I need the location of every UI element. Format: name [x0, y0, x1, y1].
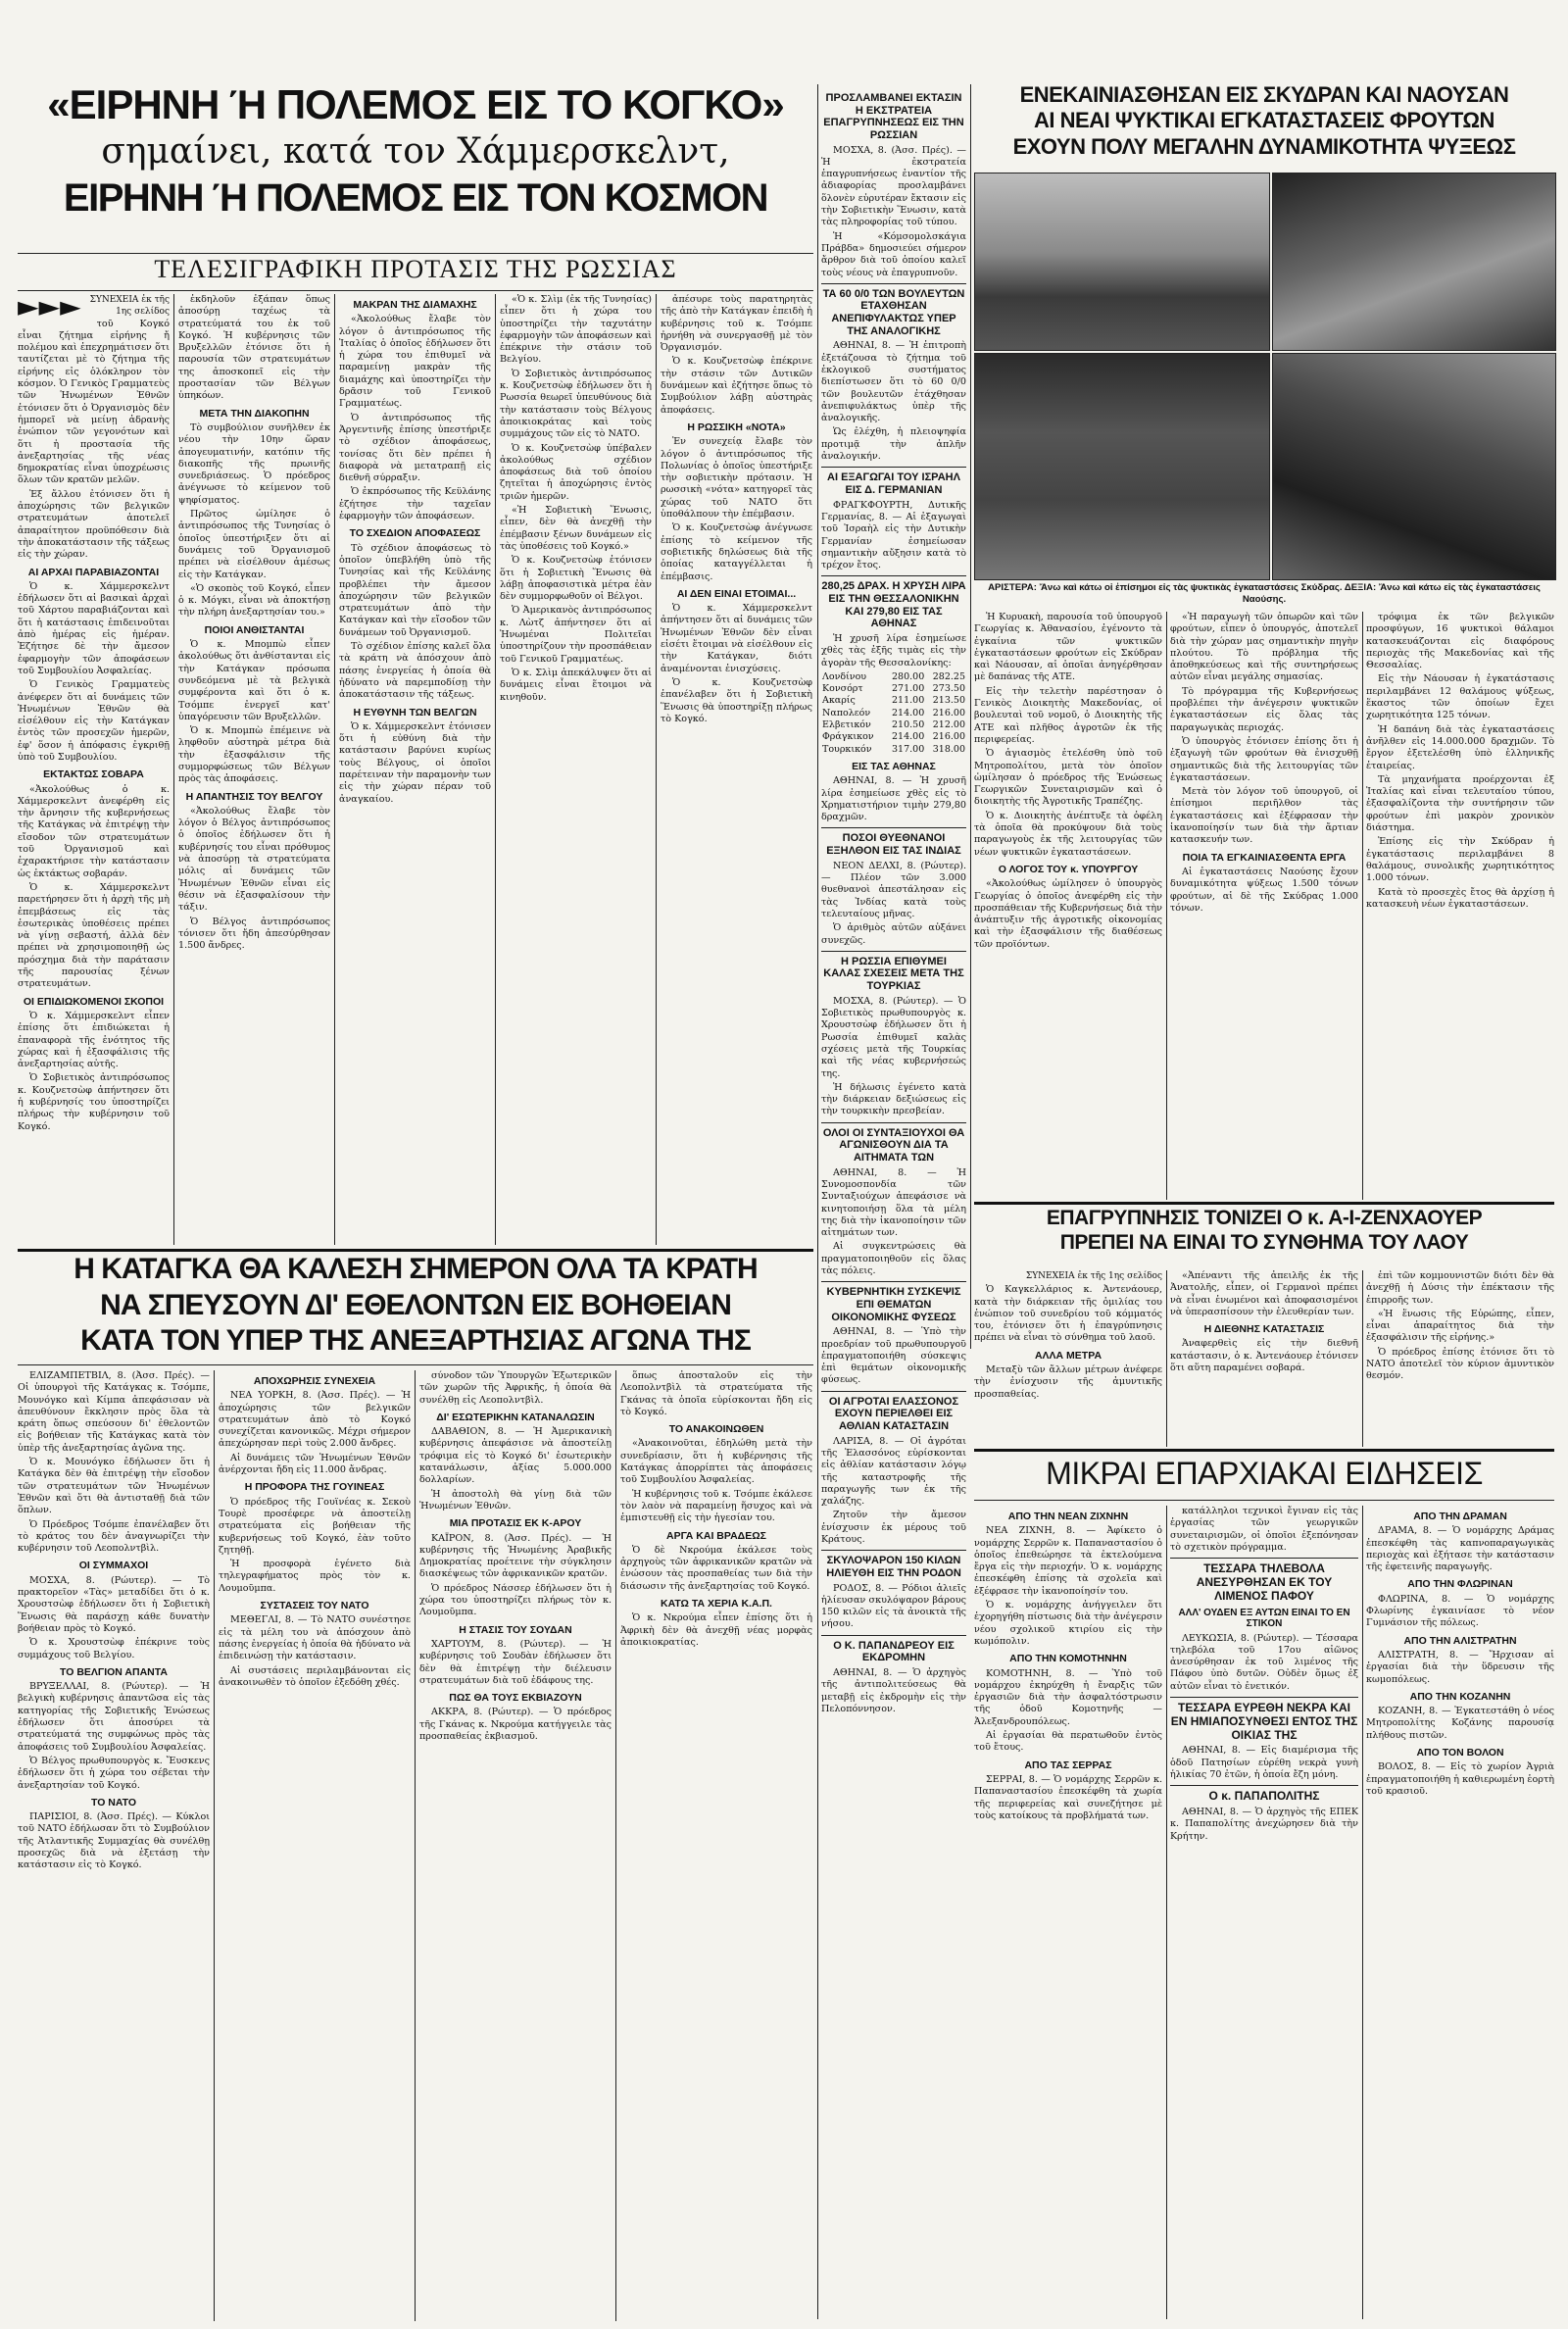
price-value: 317.00 — [892, 743, 925, 755]
price-row — [821, 695, 966, 707]
price-value: 213.50 — [932, 695, 965, 707]
headline-israel-exports: ΑΙ ΕΞΑΓΩΓΑΙ ΤΟΥ ΙΣΡΑΗΛ ΕΙΣ Δ. ΓΕΡΜΑΝΙΑΝ — [827, 471, 960, 496]
column-rule — [173, 294, 174, 1245]
price-row — [821, 708, 966, 719]
town-heading: ΑΠΟ ΤΟΝ ΒΟΛΟΝ — [1416, 1747, 1504, 1759]
headline-vigilance-russia: ΠΡΟΣΛΑΜΒΑΝΕΙ ΕΚΤΑΣΙΝ Η ΕΚΣΤΡΑΤΕΙΑ ΕΠΑΓΡΥΠΝΗΣΕΩΣ ΕΙΣ ΤΗΝ ΡΩΣΣΙΑΝ — [823, 92, 964, 141]
katanga-headline-block — [18, 1255, 813, 1357]
column-rule — [1362, 1270, 1363, 1447]
adenauer-col-2: «Ἀπέναντι τῆς ἀπειλῆς ἐκ τῆς Ἀνατολῆς, εἶπεν, οἱ Γερμανοὶ πρέπει νὰ εἶναι ἑνωμένοι καὶ ἀποφασισμένοι νὰ ὑπερασπίσουν τὴν ἐλευθερίαν των. Η ΔΙΕΘΝΗΣ ΚΑΤΑΣΤΑΣΙΣ Ἀναφερθεὶς εἰς τὴν διεθνῆ κατάστασιν, ὁ κ. Ἀντενάουερ ἐτόνισεν ὅτι αὕτη παραμένει σοβαρά. — [1170, 1270, 1358, 1374]
section-heading: ΕΙΣ ΤΑΣ ΑΘΗΝΑΣ — [852, 760, 936, 772]
divider — [974, 1202, 1554, 1205]
price-row — [821, 671, 966, 683]
column-rule — [615, 1370, 616, 2321]
headline-katanga: Η ΚΑΤΑΓΚΑ ΘΑ ΚΑΛΕΣΗ ΣΗΜΕΡΟΝ ΟΛΑ ΤΑ ΚΡΑΤΗ — [74, 1253, 758, 1285]
price-row — [821, 744, 966, 756]
divider — [821, 283, 966, 284]
arrow-icon: ►►► — [18, 294, 81, 322]
headline-volunteers: ΝΑ ΣΠΕΥΣΟΥΝ ΔΙ' ΕΘΕΛΟΝΤΩΝ ΕΙΣ ΒΟΗΘΕΙΑΝ — [100, 1288, 731, 1321]
price-row — [821, 683, 966, 695]
adenauer-headline-block — [974, 1208, 1554, 1254]
section-heading: ΤΟ ΝΑΤΟ — [91, 1796, 136, 1809]
price-value: 214.00 — [892, 731, 925, 743]
refrigeration-col-1: Ἡ Κυρυακὴ, παρουσία τοῦ ὑπουργοῦ Γεωργίας κ. Ἀθανασίου, ἐγένοντο τὰ ἐγκαίνια τῶν ψυκτικῶν ἐγκαταστάσεων φρούτων εἰς Σκύδραν καὶ Νάουσαν, αἱ ὁποῖαι ἀνηγέρθησαν μὲ δαπάνας τῆς ΑΤΕ. Εἰς τὴν τελετὴν παρέστησαν ὁ Γενικὸς Διοικητὴς Μακεδονίας, οἱ βουλευταὶ τοῦ νομοῦ, ὁ Διοικητὴς τῆς ΑΤΕ καὶ πλῆθος ἀγροτῶν ἐκ τῆς περιφερείας. Ὁ ἁγιασμὸς ἐτελέσθη ὑπὸ τοῦ Μητροπολίτου, μετὰ τὸν ὁποῖον ὡμίλησαν ὁ πρόεδρος τῆς Ἑνώσεως Γεωργικῶν Συνεταιρισμῶν καὶ ὁ διοικητὴς τῆς Ἀγροτικῆς Τραπέζης. Ὁ κ. Διοικητὴς ἀνέπτυξε τὰ ὀφέλη τὰ ὁποῖα θὰ προκύψουν διὰ τοὺς παραγωγοὺς ἐκ τῆς λειτουργίας τῶν νέων ψυκτικῶν ἐγκαταστάσεων. Ο ΛΟΓΟΣ ΤΟΥ κ. ΥΠΟΥΡΓΟΥ «Ἀκολούθως ὡμίλησεν ὁ ὑπουργὸς Γεωργίας ὁ ὁποῖος ἀνεφέρθη εἰς τὴν προσπάθειαν τῆς Κυβερνήσεως διὰ τὴν ἀνάπτυξιν τῆς ἀγροτικῆς οἰκονομίας καὶ τὴν ἐξασφάλισιν τῆς διαθέσεως τῶν προϊόντων. — [974, 612, 1162, 950]
town-heading: ΑΠΟ ΤΗΝ ΦΛΩΡΙΝΑΝ — [1407, 1578, 1513, 1591]
headline-papapolitis: Ο κ. ΠΑΠΑΠΟΛΙΤΗΣ — [1208, 1789, 1320, 1804]
town-heading: ΑΠΟ ΤΑΣ ΣΕΡΡΑΣ — [1024, 1759, 1112, 1771]
price-label: Ναπολεόν — [822, 707, 871, 719]
section-heading: Η ΡΩΣΣΙΚΗ «ΝΟΤΑ» — [687, 421, 786, 433]
divider — [821, 951, 966, 952]
katanga-col-2: ΑΠΟΧΩΡΗΣΙΣ ΣΥΝΕΧΕΙΑ ΝΕΑ ΥΟΡΚΗ, 8. (Ἀσσ. Πρές). — Ἡ ἀποχώρησις τῶν βελγικῶν στρατευμάτων ἀπὸ τὸ Κογκό συνεχίζεται κανονικῶς. Μέχρι σήμερον ἀπεχώρησαν περὶ τοὺς 2.000 ἄνδρες. Αἱ δυνάμεις τῶν Ἡνωμένων Ἐθνῶν ἀνέρχονται ἤδη εἰς 11.000 ἄνδρας. Η ΠΡΟΦΟΡΑ ΤΗΣ ΓΟΥΙΝΕΑΣ Ὁ πρόεδρος τῆς Γουϊνέας κ. Σεκοὺ Τουρὲ προσέφερε νὰ ἀποστείλῃ στρατεύματα εἰς βοήθειαν τῆς κυβερνήσεως τοῦ Κογκό, ἐὰν τοῦτο ζητηθῇ. Ἡ προσφορὰ ἐγένετο διὰ τηλεγραφήματος πρὸς τὸν κ. Λουμοῦμπα. ΣΥΣΤΑΣΕΙΣ ΤΟΥ ΝΑΤΟ ΜΕΘΕΓΛΙ, 8. — Τὸ ΝΑΤΟ συνέστησε εἰς τὰ μέλη του νὰ ἀπόσχουν ἀπὸ πάσης ἐνεργείας ἡ ὁποία θὰ ἠδύνατο νὰ ἐπιδεινώσῃ τὴν κατάστασιν. Αἱ συστάσεις περιλαμβάνονται εἰς ἀνακοινωθὲν τὸ ὁποῖον ἐξεδόθη χθές. — [219, 1375, 411, 1688]
adenauer-col-1: ΣΥΝΕΧΕΙΑ ἐκ τῆς 1ης σελίδος Ὁ Καγκελλάριος κ. Ἀντενάουερ, κατὰ τὴν διάρκειαν τῆς ὁμιλίας του ἐνώπιον τοῦ συνεδρίου τοῦ κόμματός του, ἐτόνισεν ὅτι ἡ ἐπαγρύπνησις πρέπει νὰ εἶναι τὸ σύνθημα τοῦ λαοῦ. ΑΛΛΑ ΜΕΤΡΑ Μεταξὺ τῶν ἄλλων μέτρων ἀνέφερε τὴν ἐνίσχυσιν τῆς ἀμυντικῆς προσπαθείας. — [974, 1271, 1162, 1400]
town-heading: ΑΠΟ ΤΗΝ ΔΡΑΜΑΝ — [1413, 1511, 1507, 1522]
section-heading: ΑΙ ΑΡΧΑΙ ΠΑΡΑΒΙΑΖΟΝΤΑΙ — [27, 566, 160, 578]
price-value: 282.25 — [932, 670, 965, 682]
headline-farmers: ΟΙ ΑΓΡΟΤΑΙ ΕΛΑΣΣΟΝΟΣ ΕΧΟΥΝ ΠΕΡΙΕΛΘΕΙ ΕΙΣ ΑΘΛΙΑΝ ΚΑΤΑΣΤΑΣΙΝ — [828, 1395, 959, 1432]
provincial-col-1: ΑΠΟ ΤΗΝ ΝΕΑΝ ΖΙΧΝΗΝ ΝΕΑ ΖΙΧΝΗ, 8. — Ἀφίκετο ὁ νομάρχης Σερρῶν κ. Παπαναστασίου ὁ ὁποῖος ἐπεθεώρησε τὰ ἐκτελούμενα ἔργα εἰς τὴν περιοχήν. Ὁ κ. νομάρχης ἐπεσκέφθη ἐπίσης τὰ σχολεῖα καὶ ἐξέφρασε τὴν ἱκανοποίησίν του. Ὁ κ. νομάρχης ἀνήγγειλεν ὅτι ἐχορηγήθη πίστωσις διὰ τὴν ἀνέγερσιν νέου σχολικοῦ κτιρίου εἰς τὴν κωμόπολιν. ΑΠΟ ΤΗΝ ΚΟΜΟΤΗΝΗΝ ΚΟΜΟΤΗΝΗ, 8. — Ὑπὸ τοῦ νομάρχου ἐκηρύχθη ἡ ἔναρξις τῶν ἐργασιῶν διὰ τὴν ἀσφαλτόστρωσιν τῆς ὁδοῦ Κομοτηνῆς — Ἀλεξανδρουπόλεως. Αἱ ἐργασίαι θὰ περατωθοῦν ἐντὸς τοῦ ἔτους. ΑΠΟ ΤΑΣ ΣΕΡΡΑΣ ΣΕΡΡΑΙ, 8. — Ὁ νομάρχης Σερρῶν κ. Παπαναστασίου ἐπεσκέφθη τὰ χωρία τῆς περιφερείας καὶ συνεζήτησε μὲ τοὺς κατοίκους τὰ προβλήματά των. — [974, 1511, 1162, 1821]
main-headline-block — [18, 81, 813, 221]
gold-price-table — [821, 671, 966, 756]
divider — [974, 1500, 1554, 1501]
headline-found-dead: ΤΕΣΣΑΡΑ ΕΥΡΕΘΗ ΝΕΚΡΑ ΚΑΙ ΕΝ ΗΜΙΑΠΟΣΥΝΘΕΣΙ ΕΝΤΟΣ ΤΗΣ ΟΙΚΙΑΣ ΤΗΣ — [1170, 1701, 1358, 1742]
photo-skydra-bottom — [974, 353, 1270, 580]
section-heading: ΑΙ ΔΕΝ ΕΙΝΑΙ ΕΤΟΙΜΑΙ... — [676, 587, 797, 600]
section-heading: Η ΣΤΑΣΙΣ ΤΟΥ ΣΟΥΔΑΝ — [459, 1623, 572, 1636]
section-heading: Η ΠΡΟΦΟΡΑ ΤΗΣ ΓΟΥΙΝΕΑΣ — [244, 1481, 385, 1494]
headline-paphos-sub: ΑΛΛ' ΟΥΔΕΝ ΕΞ ΑΥΤΩΝ ΕΙΝΑΙ ΤΟ ΕΝ ΣΤΙΚΟΝ — [1178, 1607, 1350, 1630]
section-heading: ΤΟ ΑΝΑΚΟΙΝΩΘΕΝ — [668, 1423, 764, 1436]
divider — [821, 1391, 966, 1392]
photo-naousa-top — [1272, 173, 1556, 351]
headline-independence: ΚΑΤΑ ΤΟΝ ΥΠΕΡ ΤΗΣ ΑΝΕΞΑΡΤΗΣΙΑΣ ΑΓΩΝΑ ΤΗΣ — [80, 1324, 751, 1358]
divider — [1170, 1697, 1358, 1698]
price-label: Λονδίνου — [822, 670, 867, 682]
refrigeration-col-2: «Ἡ παραγωγὴ τῶν ὀπωρῶν καὶ τῶν φρούτων, εἶπεν ὁ ὑπουργός, ἀποτελεῖ διὰ τὴν χώραν μας σημαντικὴν πηγὴν πλούτου. Τὸ πρόβλημα τῆς ἀποθηκεύσεως καὶ τῆς συντηρήσεως αὐτῶν εἶναι μεγάλης σημασίας. Τὸ πρόγραμμα τῆς Κυβερνήσεως προβλέπει τὴν ἀνέγερσιν ψυκτικῶν ἐγκαταστάσεων εἰς ὅλας τὰς παραγωγικὰς περιοχάς. Ὁ ὑπουργὸς ἐτόνισεν ἐπίσης ὅτι ἡ ἐξαγωγὴ τῶν φρούτων θὰ ἐνισχυθῇ σημαντικῶς διὰ τῆς λειτουργίας τῶν ἐγκαταστάσεων. Μετὰ τὸν λόγον τοῦ ὑπουργοῦ, οἱ ἐπίσημοι περιῆλθον τὰς ἐγκαταστάσεις καὶ ἐξέφρασαν τὴν ἱκανοποίησίν των διὰ τὴν ἄρτιαν κατασκευήν των. ΠΟΙΑ ΤΑ ΕΓΚΑΙΝΙΑΣΘΕΝΤΑ ΕΡΓΑ Αἱ ἐγκαταστάσεις Ναούσης ἔχουν δυναμικότητα ψύξεως 1.500 τόνων φρούτων, αἱ δὲ τῆς Σκύδρας 1.000 τόνων. — [1170, 612, 1358, 914]
section-heading: ΟΙ ΕΠΙΔΙΩΚΟΜΕΝΟΙ ΣΚΟΠΟΙ — [23, 995, 165, 1008]
main-article-col-5: ἀπέσυρε τοὺς παρατηρητὰς τῆς ἀπὸ τὴν Κατάγκαν ἐπειδὴ ἡ κυβέρνησις τοῦ κ. Τσόμπε ἠρνήθη νὰ συνεργασθῇ μὲ τὸν Ὀργανισμόν. Ὁ κ. Κουζνετσὼφ ἐπέκρινε τὴν στάσιν τῶν Δυτικῶν δυνάμεων καὶ ἐζήτησε ὅπως τὸ Συμβούλιον λάβῃ αὐστηρὰς ἀποφάσεις. Η ΡΩΣΣΙΚΗ «ΝΟΤΑ» Ἐν συνεχείᾳ ἔλαβε τὸν λόγον ὁ ἀντιπρόσωπος τῆς Πολωνίας ὁ ὁποῖος ὑπεστήριξε τὴν σοβιετικὴν πρότασιν. Ἡ ρωσσικὴ «νότα» κατηγορεῖ τὰς χώρας τοῦ ΝΑΤΟ ὅτι ὑποθάλπουν τὴν ἐπέμβασιν. Ὁ κ. Κουζνετσὼφ ἀνέγνωσε ἐπίσης τὸ κείμενον τῆς σοβιετικῆς δηλώσεως διὰ τῆς ὁποίας καταγγέλλεται ἡ ἐπέμβασις. ΑΙ ΔΕΝ ΕΙΝΑΙ ΕΤΟΙΜΑΙ... Ὁ κ. Χάμμερσκελντ ἀπήντησεν ὅτι αἱ δυνάμεις τῶν Ἡνωμένων Ἐθνῶν δὲν εἶναι εἰσέτι ἕτοιμαι νὰ εἰσέλθουν εἰς τὴν Κατάγκαν, διότι ἀναμένονται ἐνισχύσεις. Ὁ κ. Κουζνετσὼφ ἐπανέλαβεν ὅτι ἡ Σοβιετικὴ Ἕνωσις θὰ ὑποστηρίξῃ πλήρως τὸ Κογκό. — [661, 294, 812, 724]
divider — [821, 1550, 966, 1551]
divider — [821, 827, 966, 828]
price-label: Τουρκικόν — [822, 743, 872, 755]
price-row — [821, 719, 966, 731]
price-value: 273.50 — [932, 683, 965, 695]
section-heading: ΠΩΣ ΘΑ ΤΟΥΣ ΕΚΒΙΑΖΟΥΝ — [449, 1692, 582, 1705]
section-heading: Ο ΛΟΓΟΣ ΤΟΥ κ. ΥΠΟΥΡΓΟΥ — [998, 863, 1139, 875]
column-rule — [495, 294, 496, 1245]
section-heading: ΕΚΤΑΚΤΩΣ ΣΟΒΑΡΑ — [43, 768, 144, 781]
section-heading: ΑΠΟΧΩΡΗΣΙΣ ΣΥΝΕΧΕΙΑ — [253, 1375, 376, 1387]
price-value: 212.00 — [932, 719, 965, 731]
divider — [1170, 1785, 1358, 1786]
section-heading: Η ΑΠΑΝΤΗΣΙΣ ΤΟΥ ΒΕΛΓΟΥ — [185, 790, 323, 803]
column-rule — [656, 294, 657, 1245]
main-article-col-3: ΜΑΚΡΑΝ ΤΗΣ ΔΙΑΜΑΧΗΣ «Ἀκολούθως ἔλαβε τὸν λόγον ὁ ἀντιπρόσωπος τῆς Ἰταλίας ὁ ὁποῖος ἐδήλωσεν ὅτι ἡ χώρα του ἐπιθυμεῖ νὰ παραμείνῃ μακρὰν τῆς διαμάχης καὶ ὑποστηρίζει τὴν δρᾶσιν τοῦ Γενικοῦ Γραμματέως. Ὁ ἀντιπρόσωπος τῆς Ἀργεντινῆς ἐπίσης ὑπεστήριξε τὸ σχέδιον ἀποφάσεως, τονίσας ὅτι δὲν πρέπει ἡ διαφορὰ νὰ μετατραπῇ εἰς διεθνῆ σύρραξιν. Ὁ ἐκπρόσωπος τῆς Κεϋλάνης ἐζήτησε τὴν ταχεῖαν ἐφαρμογὴν τῶν ἀποφάσεων. ΤΟ ΣΧΕΔΙΟΝ ΑΠΟΦΑΣΕΩΣ Τὸ σχέδιον ἀποφάσεως τὸ ὁποῖον ὑπεβλήθη ὑπὸ τῆς Τυνησίας καὶ τῆς Κεϋλάνης προβλέπει τὴν ἄμεσον ἀποχώρησιν τῶν βελγικῶν στρατευμάτων ἀπὸ τὴν Κατάγκαν καὶ τὴν εἴσοδον τῶν δυνάμεων τοῦ Ὀργανισμοῦ. Τὸ σχέδιον ἐπίσης καλεῖ ὅλα τὰ κράτη νὰ ἀπόσχουν ἀπὸ πάσης ἐνεργείας ἡ ὁποία θὰ ἠδύνατο νὰ παρεμποδίσῃ τὴν ἀποκατάστασιν τῆς τάξεως. Η ΕΥΘΥΝΗ ΤΩΝ ΒΕΛΓΩΝ Ὁ κ. Χάμμερσκελντ ἐτόνισεν ὅτι ἡ εὐθύνη διὰ τὴν κατάστασιν βαρύνει κυρίως τοὺς Βέλγους, οἱ ὁποῖοι παρέτειναν τὴν παραμονὴν των εἰς τὴν χώραν πέραν τοῦ ἀναγκαίου. — [339, 299, 491, 805]
section-heading: ΑΡΓΑ ΚΑΙ ΒΡΑΔΕΩΣ — [666, 1529, 766, 1542]
section-heading: ΜΕΤΑ ΤΗΝ ΔΙΑΚΟΠΗΝ — [199, 407, 310, 420]
divider — [821, 1635, 966, 1636]
column-rule — [1362, 612, 1363, 1200]
continued-label: ΣΥΝΕΧΕΙΑ ἐκ τῆς 1ης σελίδος — [89, 295, 170, 318]
headline-paphos-cannons: ΤΕΣΣΑΡΑ ΤΗΛΕΒΟΛΑ ΑΝΕΣΥΡΘΗΣΑΝ ΕΚ ΤΟΥ ΛΙΜΕΝΟΣ ΠΑΦΟΥ — [1196, 1561, 1333, 1603]
price-value: 271.00 — [892, 683, 925, 695]
price-label: Φράγκικον — [822, 731, 874, 743]
headline-capacity: ΕΧΟΥΝ ΠΟΛΥ ΜΕΓΑΛΗΝ ΔΥΝΑΜΙΚΟΤΗΤΑ ΨΥΞΕΩΣ — [1012, 133, 1516, 159]
section-heading: Η ΕΥΘΥΝΗ ΤΩΝ ΒΕΛΓΩΝ — [353, 706, 477, 719]
column-rule — [1166, 1270, 1167, 1447]
headline-skydra: ΕΝΕΚΑΙΝΙΑΣΘΗΣΑΝ ΕΙΣ ΣΚΥΔΡΑΝ ΚΑΙ ΝΑΟΥΣΑΝ — [1019, 82, 1509, 107]
price-value: 318.00 — [932, 743, 965, 755]
provincial-col-3: ΑΠΟ ΤΗΝ ΔΡΑΜΑΝ ΔΡΑΜΑ, 8. — Ὁ νομάρχης Δράμας ἐπεσκέφθη τὰς καπνοπαραγωγικὰς περιοχὰς καὶ ἐξήτασε τὴν κατάστασιν τῆς ἐφετεινῆς παραγωγῆς. ΑΠΟ ΤΗΝ ΦΛΩΡΙΝΑΝ ΦΛΩΡΙΝΑ, 8. — Ὁ νομάρχης Φλωρίνης ἐγκαινίασε τὸ νέον Γυμνάσιον τῆς πόλεως. ΑΠΟ ΤΗΝ ΑΛΙΣΤΡΑΤΗΝ ΑΛΙΣΤΡΑΤΗ, 8. — Ἤρχισαν αἱ ἐργασίαι διὰ τὴν ὕδρευσιν τῆς κωμοπόλεως. ΑΠΟ ΤΗΝ ΚΟΖΑΝΗΝ ΚΟΖΑΝΗ, 8. — Ἐγκατεστάθη ὁ νέος Μητροπολίτης Κοζάνης παρουσίᾳ πλήθους πιστῶν. ΑΠΟ ΤΟΝ ΒΟΛΟΝ ΒΟΛΟΣ, 8. — Εἰς τὸ χωρίον Ἀγριὰ ἐπραγματοποιήθη ἡ καθιερωμένη ἑορτὴ τοῦ κρασιοῦ. — [1366, 1511, 1554, 1797]
column-rule — [1362, 1506, 1363, 2319]
column-rule — [1166, 612, 1167, 1200]
headline-congo: «ΕΙΡΗΝΗ Ή ΠΟΛΕΜΟΣ ΕΙΣ ΤΟ ΚΟΓΚΟ» — [47, 81, 784, 127]
section-heading: ΚΑΤΩ ΤΑ ΧΕΡΙΑ Κ.Α.Π. — [661, 1598, 772, 1610]
headline-russia-turkey: Η ΡΩΣΣΙΑ ΕΠΙΘΥΜΕΙ ΚΑΛΑΣ ΣΧΕΣΕΙΣ ΜΕΤΑ ΤΗΣ ΤΟΥΡΚΙΑΣ — [823, 955, 964, 993]
price-row — [821, 731, 966, 743]
section-heading: ΠΟΙΟΙ ΑΝΘΙΣΤΑΝΤΑΙ — [204, 623, 305, 636]
headline-deputies: ΤΑ 60 0/0 ΤΩΝ ΒΟΥΛΕΥΤΩΝ ΕΤΑΧΘΗΣΑΝ ΑΝΕΠΙΦΥΛΑΚΤΩΣ ΥΠΕΡ ΤΗΣ ΑΝΑΛΟΓΙΚΗΣ — [822, 287, 965, 337]
divider — [821, 1122, 966, 1123]
divider — [974, 1449, 1554, 1452]
headline-provincial-news: ΜΙΚΡΑΙ ΕΠΑΡΧΙΑΚΑΙ ΕΙΔΗΣΕΙΣ — [1046, 1456, 1483, 1491]
price-value: 216.00 — [932, 731, 965, 743]
divider — [821, 467, 966, 468]
katanga-col-1: ΕΛΙΖΑΜΠΕΤΒΙΛ, 8. (Ἀσσ. Πρές). — Οἱ ὑπουργοὶ τῆς Κατάγκας κ. Τσόμπε, Μουνόγκο καὶ Κίμπα ἀπεφάσισαν νὰ ἀπευθύνουν ἔκκλησιν πρὸς ὅλα τὰ κράτη ὅπως σπεύσουν δι' ἐθελοντῶν εἰς βοήθειαν τῆς Κατάγκας κατὰ τὸν ὑπὲρ τῆς ἀνεξαρτησίας ἀγῶνα της. Ὁ κ. Μουνόγκο ἐδήλωσεν ὅτι ἡ Κατάγκα δὲν θὰ ἐπιτρέψῃ τὴν εἴσοδον τῶν στρατευμάτων τῶν Ἡνωμένων Ἐθνῶν καὶ ὅτι θὰ ἀντισταθῇ διὰ τῶν ὅπλων. Ὁ Πρόεδρος Τσόμπε ἐπανέλαβεν ὅτι τὸ κράτος του δὲν ἀναγνωρίζει τὴν κυβέρνησιν τοῦ Λεοπολντβὶλ. ΟΙ ΣΥΜΜΑΧΟΙ ΜΟΣΧΑ, 8. (Ρώυτερ). — Τὸ πρακτορεῖον «Τὰς» μεταδίδει ὅτι ὁ κ. Χρουστσὼφ ἐδήλωσεν ὅτι ἡ Σοβιετικὴ Ἕνωσις θὰ παράσχῃ κάθε δυνατὴν βοήθειαν πρὸς τὸ Κογκό. Ὁ κ. Χρουστσὼφ ἐπέκρινε τοὺς συμμάχους τοῦ Βελγίου. ΤΟ ΒΕΛΓΙΟΝ ΑΠΑΝΤΑ ΒΡΥΞΕΛΛΑΙ, 8. (Ρώυτερ). — Ἡ βελγικὴ κυβέρνησις ἀπαντῶσα εἰς τὰς κατηγορίας τῆς Σοβιετικῆς Ἑνώσεως ἐδήλωσεν ὅτι ἀποσύρει τὰ στρατεύματά της συμφώνως πρὸς τὰς ἀποφάσεις τοῦ Συμβουλίου Ἀσφαλείας. Ὁ Βέλγος πρωθυπουργὸς κ. Ἔυσκενς ἐδήλωσεν ὅτι ἡ χώρα του σέβεται τὴν ἀνεξαρτησίαν τοῦ Κογκό. ΤΟ ΝΑΤΟ ΠΑΡΙΣΙΟΙ, 8. (Ἀσσ. Πρές). — Κύκλοι τοῦ ΝΑΤΟ ἐδήλωσαν ὅτι τὸ Συμβούλιον τῆς Ἀτλαντικῆς Συμμαχίας θὰ συνέλθῃ προσεχῶς διὰ νὰ ἐξετάσῃ τὴν κατάστασιν εἰς τὸ Κογκό. — [18, 1370, 210, 1871]
headline-refrigeration: ΑΙ ΝΕΑΙ ΨΥΚΤΙΚΑΙ ΕΓΚΑΤΑΣΤΑΣΕΙΣ ΦΡΟΥΤΩΝ — [1034, 108, 1494, 133]
headline-gold-pound: 280,25 ΔΡΑΧ. Η ΧΡΥΣΗ ΛΙΡΑ ΕΙΣ ΤΗΝ ΘΕΣΣΑΛΟΝΙΚΗΝ ΚΑΙ 279,80 ΕΙΣ ΤΑΣ ΑΘΗΝΑΣ — [821, 580, 966, 630]
section-heading: ΤΟ ΣΧΕΔΙΟΝ ΑΠΟΦΑΣΕΩΣ — [349, 527, 481, 540]
divider — [18, 253, 813, 254]
divider — [18, 1249, 813, 1252]
column-rule — [334, 294, 335, 1245]
price-label: Ελβετικόν — [822, 719, 871, 731]
headline-shark: ΣΚΥΛΟΨΑΡΟΝ 150 ΚΙΛΩΝ ΗΛΙΕΥΘΗ ΕΙΣ ΤΗΝ ΡΟΔΟΝ — [826, 1555, 961, 1579]
divider — [821, 575, 966, 576]
column-rule — [970, 84, 971, 1349]
section-heading: ΟΙ ΣΥΜΜΑΧΟΙ — [78, 1560, 149, 1572]
main-article-col-2: ἐκδηλοῦν ἐξάπαν ὅπως ἀποσύρῃ ταχέως τὰ στρατεύματά του ἐκ τοῦ Κογκό. Ἡ κυβέρνησις τῶν Βρυξελλῶν ἐτόνισε ὅτι ἡ παρουσία τῶν στρατευμάτων της ἀποσκοπεῖ εἰς τὴν προστασίαν τῶν Βέλγων ὑπηκόων. ΜΕΤΑ ΤΗΝ ΔΙΑΚΟΠΗΝ Τὸ συμβούλιον συνῆλθεν ἐκ νέου τὴν 10ην ὥραν ἀπογευματινήν, κατόπιν τῆς διακοπῆς τῆς πρωινῆς συνεδριάσεως. Ὁ πρόεδρος ἀνέγνωσε τὸ κείμενον τοῦ ψηφίσματος. Πρῶτος ὡμίλησε ὁ ἀντιπρόσωπος τῆς Τυνησίας ὁ ὁποῖος ὑπεστήριξεν ὅτι αἱ δυνάμεις τοῦ Ὀργανισμοῦ πρέπει νὰ εἰσέλθουν ἀμέσως εἰς τὴν Κατάγκαν. «Ὁ σκοπὸς τοῦ Κογκό, εἶπεν ὁ κ. Μόγκι, εἶναι νὰ ἀποκτήσῃ τὴν πλήρη ἀνεξαρτησίαν του.» ΠΟΙΟΙ ΑΝΘΙΣΤΑΝΤΑΙ Ὁ κ. Μπομπὼ εἶπεν ἀκολούθως ὅτι ἀνθίστανται εἰς τὴν Κατάγκαν πρόσωπα συνδεόμενα μὲ τὰ βελγικὰ συμφέροντα καὶ ὅτι ὁ κ. Τσόμπε ἐνεργεῖ κατ' ὑπαγόρευσιν τῶν Βρυξελλῶν. Ὁ κ. Μπομπὼ ἐπέμεινε νὰ ληφθοῦν αὐστηρὰ μέτρα διὰ τὴν ἐξασφάλισιν τῆς συμμορφώσεως τῶν Βέλγων πρὸς τὰς ἀποφάσεις. Η ΑΠΑΝΤΗΣΙΣ ΤΟΥ ΒΕΛΓΟΥ «Ἀκολούθως ἔλαβε τὸν λόγον ὁ Βέλγος ἀντιπρόσωπος ὁ ὁποῖος ἐδήλωσεν ὅτι ἡ κυβέρνησίς του εἶναι πρόθυμος νὰ ἀποσύρῃ τὰ στρατεύματα μόλις αἱ δυνάμεις τῶν Ἡνωμένων Ἐθνῶν εἶναι εἰς θέσιν νὰ ἐξασφαλίσουν τὴν τάξιν. Ὁ Βέλγος ἀντιπρόσωπος τόνισεν ὅτι ἤδη ἀπεσύρθησαν 1.500 ἄνδρες. — [178, 294, 330, 952]
section-heading: ΑΛΛΑ ΜΕΤΡΑ — [1034, 1349, 1102, 1362]
section-heading: ΔΙ' ΕΣΩΤΕΡΙΚΗΝ ΚΑΤΑΝΑΛΩΣΙΝ — [436, 1411, 595, 1423]
price-value: 216.00 — [932, 707, 965, 719]
refrigeration-col-3: τρόφιμα ἐκ τῶν βελγικῶν προσφύγων, 16 ψυκτικοὶ θάλαμοι κατασκευάζονται εἰς διαφόρους περιοχὰς τῆς Μακεδονίας καὶ τῆς Θεσσαλίας. Εἰς τὴν Νάουσαν ἡ ἐγκατάστασις περιλαμβάνει 12 θαλάμους ψύξεως, ἕκαστος τῶν ὁποίων ἔχει χωρητικότητα 125 τόνων. Ἡ δαπάνη διὰ τὰς ἐγκαταστάσεις ἀνῆλθεν εἰς 14.000.000 δραχμῶν. Τὸ ἔργον ἐξετελέσθη ὑπὸ ἑλληνικῆς ἐταιρείας. Τὰ μηχανήματα προέρχονται ἐξ Ἰταλίας καὶ εἶναι τελευταίου τύπου, ἐξασφαλίζοντα τὴν συντήρησιν τῶν φρούτων ἐπὶ μακρὸν χρονικὸν διάστημα. Ἐπίσης εἰς τὴν Σκύδραν ἡ ἐγκατάστασις περιλαμβάνει 8 θαλάμους, συνολικῆς χωρητικότητος 1.000 τόνων. Κατὰ τὸ προσεχὲς ἔτος θὰ ἀρχίσῃ ἡ κατασκευὴ νέων ἐγκαταστάσεων. — [1366, 612, 1554, 910]
price-value: 280.00 — [892, 670, 925, 682]
headline-adenauer: ΕΠΑΓΡΥΠΝΗΣΙΣ ΤΟΝΙΖΕΙ Ο κ. Α-Ι-ΖΕΝΧΑΟΥΕΡ — [1046, 1207, 1483, 1229]
town-heading: ΑΠΟ ΤΗΝ ΝΕΑΝ ΖΙΧΝΗΝ — [1007, 1511, 1129, 1522]
column-rule — [817, 84, 818, 2319]
main-article-col-4: «Ὁ κ. Σλὶμ (ἐκ τῆς Τυνησίας) εἶπεν ὅτι ἡ χώρα του ὑποστηρίζει τὴν ταχυτάτην ἐφαρμογὴν τῶν ἀποφάσεων καὶ ἐπέκρινε τὴν στάσιν τοῦ Βελγίου. Ὁ Σοβιετικὸς ἀντιπρόσωπος κ. Κουζνετσὼφ ἐδήλωσεν ὅτι ἡ Ρωσσία θεωρεῖ ὑπευθύνους διὰ τὴν κατάστασιν τοὺς Βέλγους ἀποικιοκράτας καὶ τοὺς συμμάχους τῶν εἰς τὸ ΝΑΤΟ. Ὁ κ. Κουζνετσὼφ ὑπέβαλεν ἀκολούθως σχέδιον ἀποφάσεως διὰ τοῦ ὁποίου ζητεῖται ἡ ἀποχώρησις ἐντὸς τριῶν ἡμερῶν. «Ἡ Σοβιετικὴ Ἕνωσις, εἶπεν, δὲν θὰ ἀνεχθῇ τὴν ἐπέμβασιν ξένων δυνάμεων εἰς τὰς ὑποθέσεις τοῦ Κογκό.» Ὁ κ. Κουζνετσὼφ ἐτόνισεν ὅτι ἡ Σοβιετικὴ Ἕνωσις θὰ λάβῃ ἀποφασιστικὰ μέτρα ἐὰν δὲν συμμορφωθοῦν οἱ Βέλγοι. Ὁ Ἀμερικανὸς ἀντιπρόσωπος κ. Λὼτζ ἀπήντησεν ὅτι αἱ Ἡνωμέναι Πολιτεῖαι ὑποστηρίζουν τὴν προσπάθειαν τοῦ Γενικοῦ Γραμματέως. Ὁ κ. Σλὶμ ἀπεκάλυψεν ὅτι αἱ δυνάμεις εἶναι ἕτοιμοι νὰ κινηθοῦν. — [500, 294, 652, 703]
middle-column: ΠΡΟΣΛΑΜΒΑΝΕΙ ΕΚΤΑΣΙΝ Η ΕΚΣΤΡΑΤΕΙΑ ΕΠΑΓΡΥΠΝΗΣΕΩΣ ΕΙΣ ΤΗΝ ΡΩΣΣΙΑΝ ΜΟΣΧΑ, 8. (Ἀσσ. Πρές). — Ἡ ἐκστρατεία ἐπαγρυπνήσεως ἐναντίον τῆς ἀδιαφορίας προσλαμβάνει ὅλονὲν εὐρυτέραν ἔκτασιν εἰς τὴν Σοβιετικὴν Ἕνωσιν, κατὰ τὰς πληροφορίας τοῦ τύπου. Ἡ «Κόμσομολσκάγια Πράβδα» δημοσιεύει σήμερον ἄρθρον διὰ τοῦ ὁποίου καλεῖ τοὺς νέους νὰ ἐπαγρυπνοῦν. ΤΑ 60 0/0 ΤΩΝ ΒΟΥΛΕΥΤΩΝ ΕΤΑΧΘΗΣΑΝ ΑΝΕΠΙΦΥΛΑΚΤΩΣ ΥΠΕΡ ΤΗΣ ΑΝΑΛΟΓΙΚΗΣ ΑΘΗΝΑΙ, 8. — Ἡ ἐπιτροπὴ ἐξετάζουσα τὸ ζήτημα τοῦ ἐκλογικοῦ συστήματος διεπίστωσεν ὅτι τὸ 60 0/0 τῶν βουλευτῶν ἐτάχθησαν ἀνεπιφυλάκτως ὑπὲρ τῆς ἀναλογικῆς. Ὡς ἐλέχθη, ἡ πλειοψηφία προτιμᾷ τὴν ἁπλῆν ἀναλογικήν. ΑΙ ΕΞΑΓΩΓΑΙ ΤΟΥ ΙΣΡΑΗΛ ΕΙΣ Δ. ΓΕΡΜΑΝΙΑΝ ΦΡΑΓΚΦΟΥΡΤΗ, Δυτικῆς Γερμανίας, 8. — Αἱ ἐξαγωγαὶ τοῦ Ἰσραὴλ εἰς τὴν Δυτικὴν Γερμανίαν ἐσημείωσαν σημαντικὴν αὔξησιν κατὰ τὸ τρέχον ἔτος. 280,25 ΔΡΑΧ. Η ΧΡΥΣΗ ΛΙΡΑ ΕΙΣ ΤΗΝ ΘΕΣΣΑΛΟΝΙΚΗΝ ΚΑΙ 279,80 ΕΙΣ ΤΑΣ ΑΘΗΝΑΣ Ἡ χρυσῆ λίρα ἐσημείωσε χθὲς τὰς ἑξῆς τιμὰς εἰς τὴν ἀγορὰν τῆς Θεσσαλονίκης: Λονδίνου 280.00 282.25 Κονσόρτ 271.00 273.50 Ακαρίς 211.00 213.50 Ναπολεόν 214.00 216.00 Ελβετικόν 210.50 212.00 Φράγκικον 214.00 216.00 Τουρκικόν 317.00 318.00 ΕΙΣ ΤΑΣ ΑΘΗΝΑΣ ΑΘΗΝΑΙ, 8. — Ἡ χρυσῆ λίρα ἐσημείωσε χθὲς εἰς τὸ Χρηματιστήριον τιμὴν 279,80 δραχμῶν. ΠΟΣΟΙ ΘΥΕΘΝΑΝΟΙ ΕΞΗΛΘΟΝ ΕΙΣ ΤΑΣ ΙΝΔΙΑΣ ΝΕΟΝ ΔΕΛΧΙ, 8. (Ρώυτερ). — Πλέον τῶν 3.000 θυεθνανοὶ ἀπεστάλησαν εἰς τὰς Ἰνδίας κατὰ τοὺς τελευταίους μῆνας. Ὁ ἀριθμὸς αὐτῶν αὐξάνει συνεχῶς. Η ΡΩΣΣΙΑ ΕΠΙΘΥΜΕΙ ΚΑΛΑΣ ΣΧΕΣΕΙΣ ΜΕΤΑ ΤΗΣ ΤΟΥΡΚΙΑΣ ΜΟΣΧΑ, 8. (Ρώυτερ). — Ὁ Σοβιετικὸς πρωθυπουργὸς κ. Χρουστσὼφ ἐδήλωσεν ὅτι ἡ Ρωσσία ἐπιθυμεῖ καλὰς σχέσεις μετὰ τῆς Τουρκίας καὶ τῆς νέας κυβερνήσεώς της. Ἡ δήλωσις ἐγένετο κατὰ τὴν διάρκειαν δεξιώσεως εἰς τὴν τουρκικὴν πρεσβείαν. ΟΛΟΙ ΟΙ ΣΥΝΤΑΞΙΟΥΧΟΙ ΘΑ ΑΓΩΝΙΣΘΟΥΝ ΔΙΑ ΤΑ ΑΙΤΗΜΑΤΑ ΤΩΝ ΑΘΗΝΑΙ, 8. — Ἡ Συνομοσπονδία τῶν Συνταξιούχων ἀπεφάσισε νὰ κινητοποιήσῃ ὅλα τὰ μέλη της διὰ τὴν ἱκανοποίησιν τῶν αἰτημάτων των. Αἱ συγκεντρώσεις θὰ πραγματοποιηθοῦν εἰς ὅλας τὰς πόλεις. ΚΥΒΕΡΝΗΤΙΚΗ ΣΥΣΚΕΨΙΣ ΕΠΙ ΘΕΜΑΤΩΝ ΟΙΚΟΝΟΜΙΚΗΣ ΦΥΣΕΩΣ ΑΘΗΝΑΙ, 8. — Ὑπὸ τὴν προεδρίαν τοῦ πρωθυπουργοῦ ἐπραγματοποιήθη σύσκεψις ἐπὶ θεμάτων οἰκονομικῆς φύσεως. ΟΙ ΑΓΡΟΤΑΙ ΕΛΑΣΣΟΝΟΣ ΕΧΟΥΝ ΠΕΡΙΕΛΘΕΙ ΕΙΣ ΑΘΛΙΑΝ ΚΑΤΑΣΤΑΣΙΝ ΛΑΡΙΣΑ, 8. — Οἱ ἀγρόται τῆς Ἐλασσόνος εὑρίσκονται εἰς ἀθλίαν κατάστασιν λόγῳ τῆς καταστροφῆς τῆς παραγωγῆς των ἐκ τῆς χαλάζης. Ζητοῦν τὴν ἄμεσον ἐνίσχυσιν ἐκ μέρους τοῦ Κράτους. ΣΚΥΛΟΨΑΡΟΝ 150 ΚΙΛΩΝ ΗΛΙΕΥΘΗ ΕΙΣ ΤΗΝ ΡΟΔΟΝ ΡΟΔΟΣ, 8. — Ρόδιοι ἁλιεῖς ἡλίευσαν σκυλόψαρον βάρους 150 κιλῶν εἰς τὰ ἀνοικτὰ τῆς νήσου. Ο Κ. ΠΑΠΑΝΔΡΕΟΥ ΕΙΣ ΕΚΔΡΟΜΗΝ ΑΘΗΝΑΙ, 8. — Ὁ ἀρχηγὸς τῆς ἀντιπολιτεύσεως θὰ μεταβῇ εἰς ἐκδρομὴν εἰς τὴν Πελοπόννησον. — [821, 92, 966, 1714]
column-rule — [415, 1370, 416, 2321]
town-heading: ΑΠΟ ΤΗΝ ΑΛΙΣΤΡΑΤΗΝ — [1403, 1634, 1517, 1647]
section-heading: Η ΔΙΕΘΝΗΣ ΚΑΤΑΣΤΑΣΙΣ — [1203, 1323, 1325, 1336]
section-heading: ΜΙΑ ΠΡΟΤΑΣΙΣ ΕΚ Κ-ΑΡΟΥ — [449, 1517, 582, 1530]
divider — [18, 290, 813, 291]
headline-hammarskjold: σημαίνει, κατά τον Χάμμερσκελντ, — [101, 130, 730, 172]
section-heading: ΠΟΙΑ ΤΑ ΕΓΚΑΙΝΙΑΣΘΕΝΤΑ ΕΡΓΑ — [1182, 851, 1347, 864]
refrigeration-headline-block — [974, 84, 1554, 158]
provincial-col-2: κατάλληλοι τεχνικοὶ ἔγιναν εἰς τὰς ἐργασίας τῶν γεωργικῶν συνεταιρισμῶν, οἱ ὁποῖοι ἐξεπόνησαν τὸ σχετικὸν πρόγραμμα. ΤΕΣΣΑΡΑ ΤΗΛΕΒΟΛΑ ΑΝΕΣΥΡΘΗΣΑΝ ΕΚ ΤΟΥ ΛΙΜΕΝΟΣ ΠΑΦΟΥ ΑΛΛ' ΟΥΔΕΝ ΕΞ ΑΥΤΩΝ ΕΙΝΑΙ ΤΟ ΕΝ ΣΤΙΚΟΝ ΛΕΥΚΩΣΙΑ, 8. (Ρώυτερ). — Τέσσαρα τηλεβόλα τοῦ 17ου αἰῶνος ἀνεσύρθησαν ἐκ τοῦ λιμένος τῆς Πάφου ὑπὸ δυτῶν. Οὐδὲν ὅμως ἐξ αὐτῶν εἶναι τὸ ἐνετικόν. ΤΕΣΣΑΡΑ ΕΥΡΕΘΗ ΝΕΚΡΑ ΚΑΙ ΕΝ ΗΜΙΑΠΟΣΥΝΘΕΣΙ ΕΝΤΟΣ ΤΗΣ ΟΙΚΙΑΣ ΤΗΣ ΑΘΗΝΑΙ, 8. — Εἰς διαμέρισμα τῆς ὁδοῦ Πατησίων εὑρέθη νεκρὰ γυνὴ ἡλικίας 70 ἐτῶν, ἡ ὁποία ἔζη μόνη. Ο κ. ΠΑΠΑΠΟΛΙΤΗΣ ΑΘΗΝΑΙ, 8. — Ὁ ἀρχηγὸς τῆς ΕΠΕΚ κ. Παπαπολίτης ἀνεχώρησεν διὰ τὴν Κρήτην. — [1170, 1506, 1358, 1842]
price-label: Ακαρίς — [822, 695, 856, 707]
town-heading: ΑΠΟ ΤΗΝ ΚΟΖΑΝΗΝ — [1409, 1690, 1511, 1703]
headline-economic-meeting: ΚΥΒΕΡΝΗΤΙΚΗ ΣΥΣΚΕΨΙΣ ΕΠΙ ΘΕΜΑΤΩΝ ΟΙΚΟΝΟΜΙΚΗΣ ΦΥΣΕΩΣ — [826, 1286, 961, 1323]
photo-skydra-top — [974, 173, 1270, 351]
town-heading: ΑΠΟ ΤΗΝ ΚΟΜΟΤΗΝΗΝ — [1009, 1653, 1127, 1665]
section-heading: ΤΟ ΒΕΛΓΙΟΝ ΑΠΑΝΤΑ — [60, 1665, 168, 1678]
headline-papandreou: Ο Κ. ΠΑΠΑΝΔΡΕΟΥ ΕΙΣ ΕΚΔΡΟΜΗΝ — [833, 1639, 955, 1664]
price-value: 210.50 — [892, 719, 925, 731]
section-heading: ΜΑΚΡΑΝ ΤΗΣ ΔΙΑΜΑΧΗΣ — [353, 299, 477, 311]
section-heading: ΣΥΣΤΑΣΕΙΣ ΤΟΥ ΝΑΤΟ — [260, 1600, 369, 1612]
photo-caption: ΑΡΙΣΤΕΡΑ: Ἄνω καὶ κάτω οἱ ἐπίσημοι εἰς τὰς ψυκτικὰς ἐγκαταστάσεις Σκύδρας. ΔΕΞΙΑ: Ἄνω καὶ κάτω εἰς τὰς ἐγκαταστάσεις Ναούσης. — [988, 582, 1541, 605]
divider — [821, 1281, 966, 1282]
column-rule — [1166, 1506, 1167, 2319]
headline-slogan: ΠΡΕΠΕΙ ΝΑ ΕΙΝΑΙ ΤΟ ΣΥΝΘΗΜΑ ΤΟΥ ΛΑΟΥ — [1059, 1231, 1469, 1255]
price-label: Κονσόρτ — [822, 683, 863, 695]
headline-india: ΠΟΣΟΙ ΘΥΕΘΝΑΝΟΙ ΕΞΗΛΘΟΝ ΕΙΣ ΤΑΣ ΙΝΔΙΑΣ — [826, 832, 961, 858]
column-rule — [214, 1370, 215, 2321]
adenauer-col-3: ἐπὶ τῶν κομμουνιστῶν διότι δὲν θὰ ἀνεχθῇ ἡ Δύσις τὴν ἐπέκτασιν τῆς ἐπιρροῆς των. «Ἡ ἕνωσις τῆς Εὐρώπης, εἶπεν, εἶναι ἀπαραίτητος διὰ τὴν ἐξασφάλισιν τῆς εἰρήνης.» Ὁ πρόεδρος ἐπίσης ἐτόνισε ὅτι τὸ ΝΑΤΟ ἀποτελεῖ τὸν κύριον ἀμυντικὸν θεσμόν. — [1366, 1270, 1554, 1382]
price-value: 214.00 — [892, 707, 925, 719]
main-article-col-1: ►►► ΣΥΝΕΧΕΙΑ ἐκ τῆς 1ης σελίδος τοῦ Κογκό εἶναι ζήτημα εἰρήνης ἤ πολέμου καὶ ἐπεχρημάτισεν ὅτι ταυτίζεται μὲ τὸ ζήτημα τῆς εἰρήνης εἰς ὁλόκληρον τὸν κόσμον. Ὁ Γενικὸς Γραμματεὺς τῶν Ἡνωμένων Ἐθνῶν ἐτόνισεν ὅτι ὁ Ὀργανισμὸς δὲν ἠμπορεῖ νὰ μείνῃ ἀδρανὴς ἐνώπιον τῶν γεγονότων καὶ ὅτι ἡ προστασία τῆς ἀνεξαρτησίας τῆς νέας δημοκρατίας εἶναι ὑποχρέωσις ὅλων τῶν κρατῶν μελῶν. Ἐξ ἄλλου ἐτόνισεν ὅτι ἡ ἀποχώρησις τῶν βελγικῶν στρατευμάτων ἀποτελεῖ ἀπαραίτητον προϋπόθεσιν διὰ τὴν ἀποκατάστασιν τῆς τάξεως εἰς τὴν χώραν. ΑΙ ΑΡΧΑΙ ΠΑΡΑΒΙΑΖΟΝΤΑΙ Ὁ κ. Χάμμερσκελντ ἐδήλωσεν ὅτι αἱ βασικαὶ ἀρχαὶ τοῦ Χάρτου παραβιάζονται καὶ ὅτι ἡ κατάστασις ἐπιδεινοῦται ἀπὸ ἡμέρας εἰς ἡμέραν. Ἐζήτησε δὲ τὴν ἄμεσον ἐφαρμογὴν τῶν ἀποφάσεων τοῦ Συμβουλίου Ἀσφαλείας. Ὁ Γενικὸς Γραμματεὺς ἀνέφερεν ὅτι αἱ δυνάμεις τῶν Ἡνωμένων Ἐθνῶν θὰ εἰσέλθουν εἰς τὴν Κατάγκαν ἐντὸς τῶν προσεχῶν ἡμερῶν, ἐφ' ὅσον ἡ ἀπόφασις ἐγκριθῇ ὑπὸ τοῦ Συμβουλίου. ΕΚΤΑΚΤΩΣ ΣΟΒΑΡΑ «Ἀκολούθως ὁ κ. Χάμμερσκελντ ἀνεφέρθη εἰς τὴν ἄρνησιν τῆς κυβερνήσεως τῆς Κατάγκας νὰ ἐπιτρέψῃ τὴν εἴσοδον τῶν στρατευμάτων τοῦ Ὀργανισμοῦ καὶ ἐχαρακτήρισε τὴν κατάστασιν ὡς ἐκτάκτως σοβαράν. Ὁ κ. Χάμμερσκελντ παρετήρησεν ὅτι ἡ ἀρχὴ τῆς μὴ ἐπεμβάσεως εἰς τὰς ἐσωτερικὰς ὑποθέσεις πρέπει νὰ γίνῃ σεβαστή, ἀλλὰ δὲν πρέπει νὰ χρησιμοποιηθῇ ὡς πρόσχημα διὰ τὴν παράτασιν τῆς παρουσίας ξένων στρατευμάτων. ΟΙ ΕΠΙΔΙΩΚΟΜΕΝΟΙ ΣΚΟΠΟΙ Ὁ κ. Χάμμερσκελντ εἶπεν ἐπίσης ὅτι ἐπιδιώκεται ἡ ἐπαναφορὰ τῆς ἑνότητος τῆς χώρας καὶ ἡ ἐξασφάλισις τῆς ἀνεξαρτησίας αὐτῆς. Ὁ Σοβιετικὸς ἀντιπρόσωπος κ. Κουζνετσὼφ ἀπήντησεν ὅτι ἡ κυβέρνησίς του ὑποστηρίζει πλήρως τὴν κυβέρνησιν τοῦ Κογκό. — [18, 294, 170, 1132]
divider — [18, 1364, 813, 1365]
divider — [1170, 1558, 1358, 1559]
subhead-russia: ΤΕΛΕΣΙΓΡΑΦΙΚΗ ΠΡΟΤΑΣΙΣ ΤΗΣ ΡΩΣΣΙΑΣ — [154, 255, 677, 283]
katanga-col-4: ὅπως ἀποσταλοῦν εἰς τὴν Λεοπολντβὶλ τὰ στρατεύματα τῆς Γκάνας τὰ ὁποῖα εὑρίσκονται ἤδη εἰς τὸ Κογκό. ΤΟ ΑΝΑΚΟΙΝΩΘΕΝ «Ἀνακοινοῦται, ἐδηλώθη μετὰ τὴν συνεδρίασιν, ὅτι ἡ κυβέρνησις τῆς Κατάγκας ἀπορρίπτει τὰς ἀποφάσεις τοῦ Συμβουλίου Ἀσφαλείας. Ἡ κυβέρνησις τοῦ κ. Τσόμπε ἐκάλεσε τὸν λαὸν νὰ παραμείνῃ ἥσυχος καὶ νὰ ἐμπιστευθῇ εἰς τὴν ἡγεσίαν του. ΑΡΓΑ ΚΑΙ ΒΡΑΔΕΩΣ Ὁ δὲ Νκρούμα ἐκάλεσε τοὺς ἀρχηγοὺς τῶν ἀφρικανικῶν κρατῶν νὰ ἑνώσουν τὰς προσπαθείας των διὰ τὴν διάσωσιν τῆς ἀνεξαρτησίας τοῦ Κογκό. ΚΑΤΩ ΤΑ ΧΕΡΙΑ Κ.Α.Π. Ὁ κ. Νκρούμα εἶπεν ἐπίσης ὅτι ἡ Ἀφρικὴ δὲν θὰ ἀνεχθῇ νέας μορφὰς ἀποικιοκρατίας. — [620, 1370, 812, 1648]
photo-naousa-bottom — [1272, 353, 1556, 580]
price-value: 211.00 — [892, 695, 925, 707]
headline-pensioners: ΟΛΟΙ ΟΙ ΣΥΝΤΑΞΙΟΥΧΟΙ ΘΑ ΑΓΩΝΙΣΘΟΥΝ ΔΙΑ ΤΑ ΑΙΤΗΜΑΤΑ ΤΩΝ — [822, 1126, 965, 1164]
headline-world: ΕΙΡΗΝΗ Ή ΠΟΛΕΜΟΣ ΕΙΣ ΤΟΝ ΚΟΣΜΟΝ — [63, 176, 768, 221]
katanga-col-3: σύνοδον τῶν Ὑπουργῶν Ἐξωτερικῶν τῶν χωρῶν τῆς Ἀφρικῆς, ἡ ὁποία θὰ συνέλθῃ εἰς Λεοπολντβὶλ. ΔΙ' ΕΣΩΤΕΡΙΚΗΝ ΚΑΤΑΝΑΛΩΣΙΝ ΔΑΒΑΘΙΟΝ, 8. — Ἡ Ἀμερικανικὴ κυβέρνησις ἀπεφάσισε νὰ ἀποστείλῃ τρόφιμα εἰς τὸ Κογκό δι' ἐσωτερικὴν κατανάλωσιν, ἀξίας 5.000.000 δολλαρίων. Ἡ ἀποστολὴ θὰ γίνῃ διὰ τῶν Ἡνωμένων Ἐθνῶν. ΜΙΑ ΠΡΟΤΑΣΙΣ ΕΚ Κ-ΑΡΟΥ ΚΑΪΡΟΝ, 8. (Ἀσσ. Πρές). — Ἡ κυβέρνησις τῆς Ἡνωμένης Ἀραβικῆς Δημοκρατίας προέτεινε τὴν σύγκλησιν διασκέψεως τῶν ἀφρικανικῶν κρατῶν. Ὁ πρόεδρος Νάσσερ ἐδήλωσεν ὅτι ἡ χώρα του ὑποστηρίζει πλήρως τὸν κ. Λουμοῦμπα. Η ΣΤΑΣΙΣ ΤΟΥ ΣΟΥΔΑΝ ΧΑΡΤΟΥΜ, 8. (Ρώυτερ). — Ἡ κυβέρνησις τοῦ Σουδὰν ἐδήλωσεν ὅτι δὲν θὰ ἐπιτρέψῃ τὴν διέλευσιν στρατευμάτων διὰ τοῦ ἐδάφους της. ΠΩΣ ΘΑ ΤΟΥΣ ΕΚΒΙΑΖΟΥΝ ΑΚΚΡΑ, 8. (Ρώυτερ). — Ὁ πρόεδρος τῆς Γκάνας κ. Νκρούμα κατήγγειλε τὰς προσπαθείας ἐκβιασμοῦ. — [419, 1370, 612, 1743]
